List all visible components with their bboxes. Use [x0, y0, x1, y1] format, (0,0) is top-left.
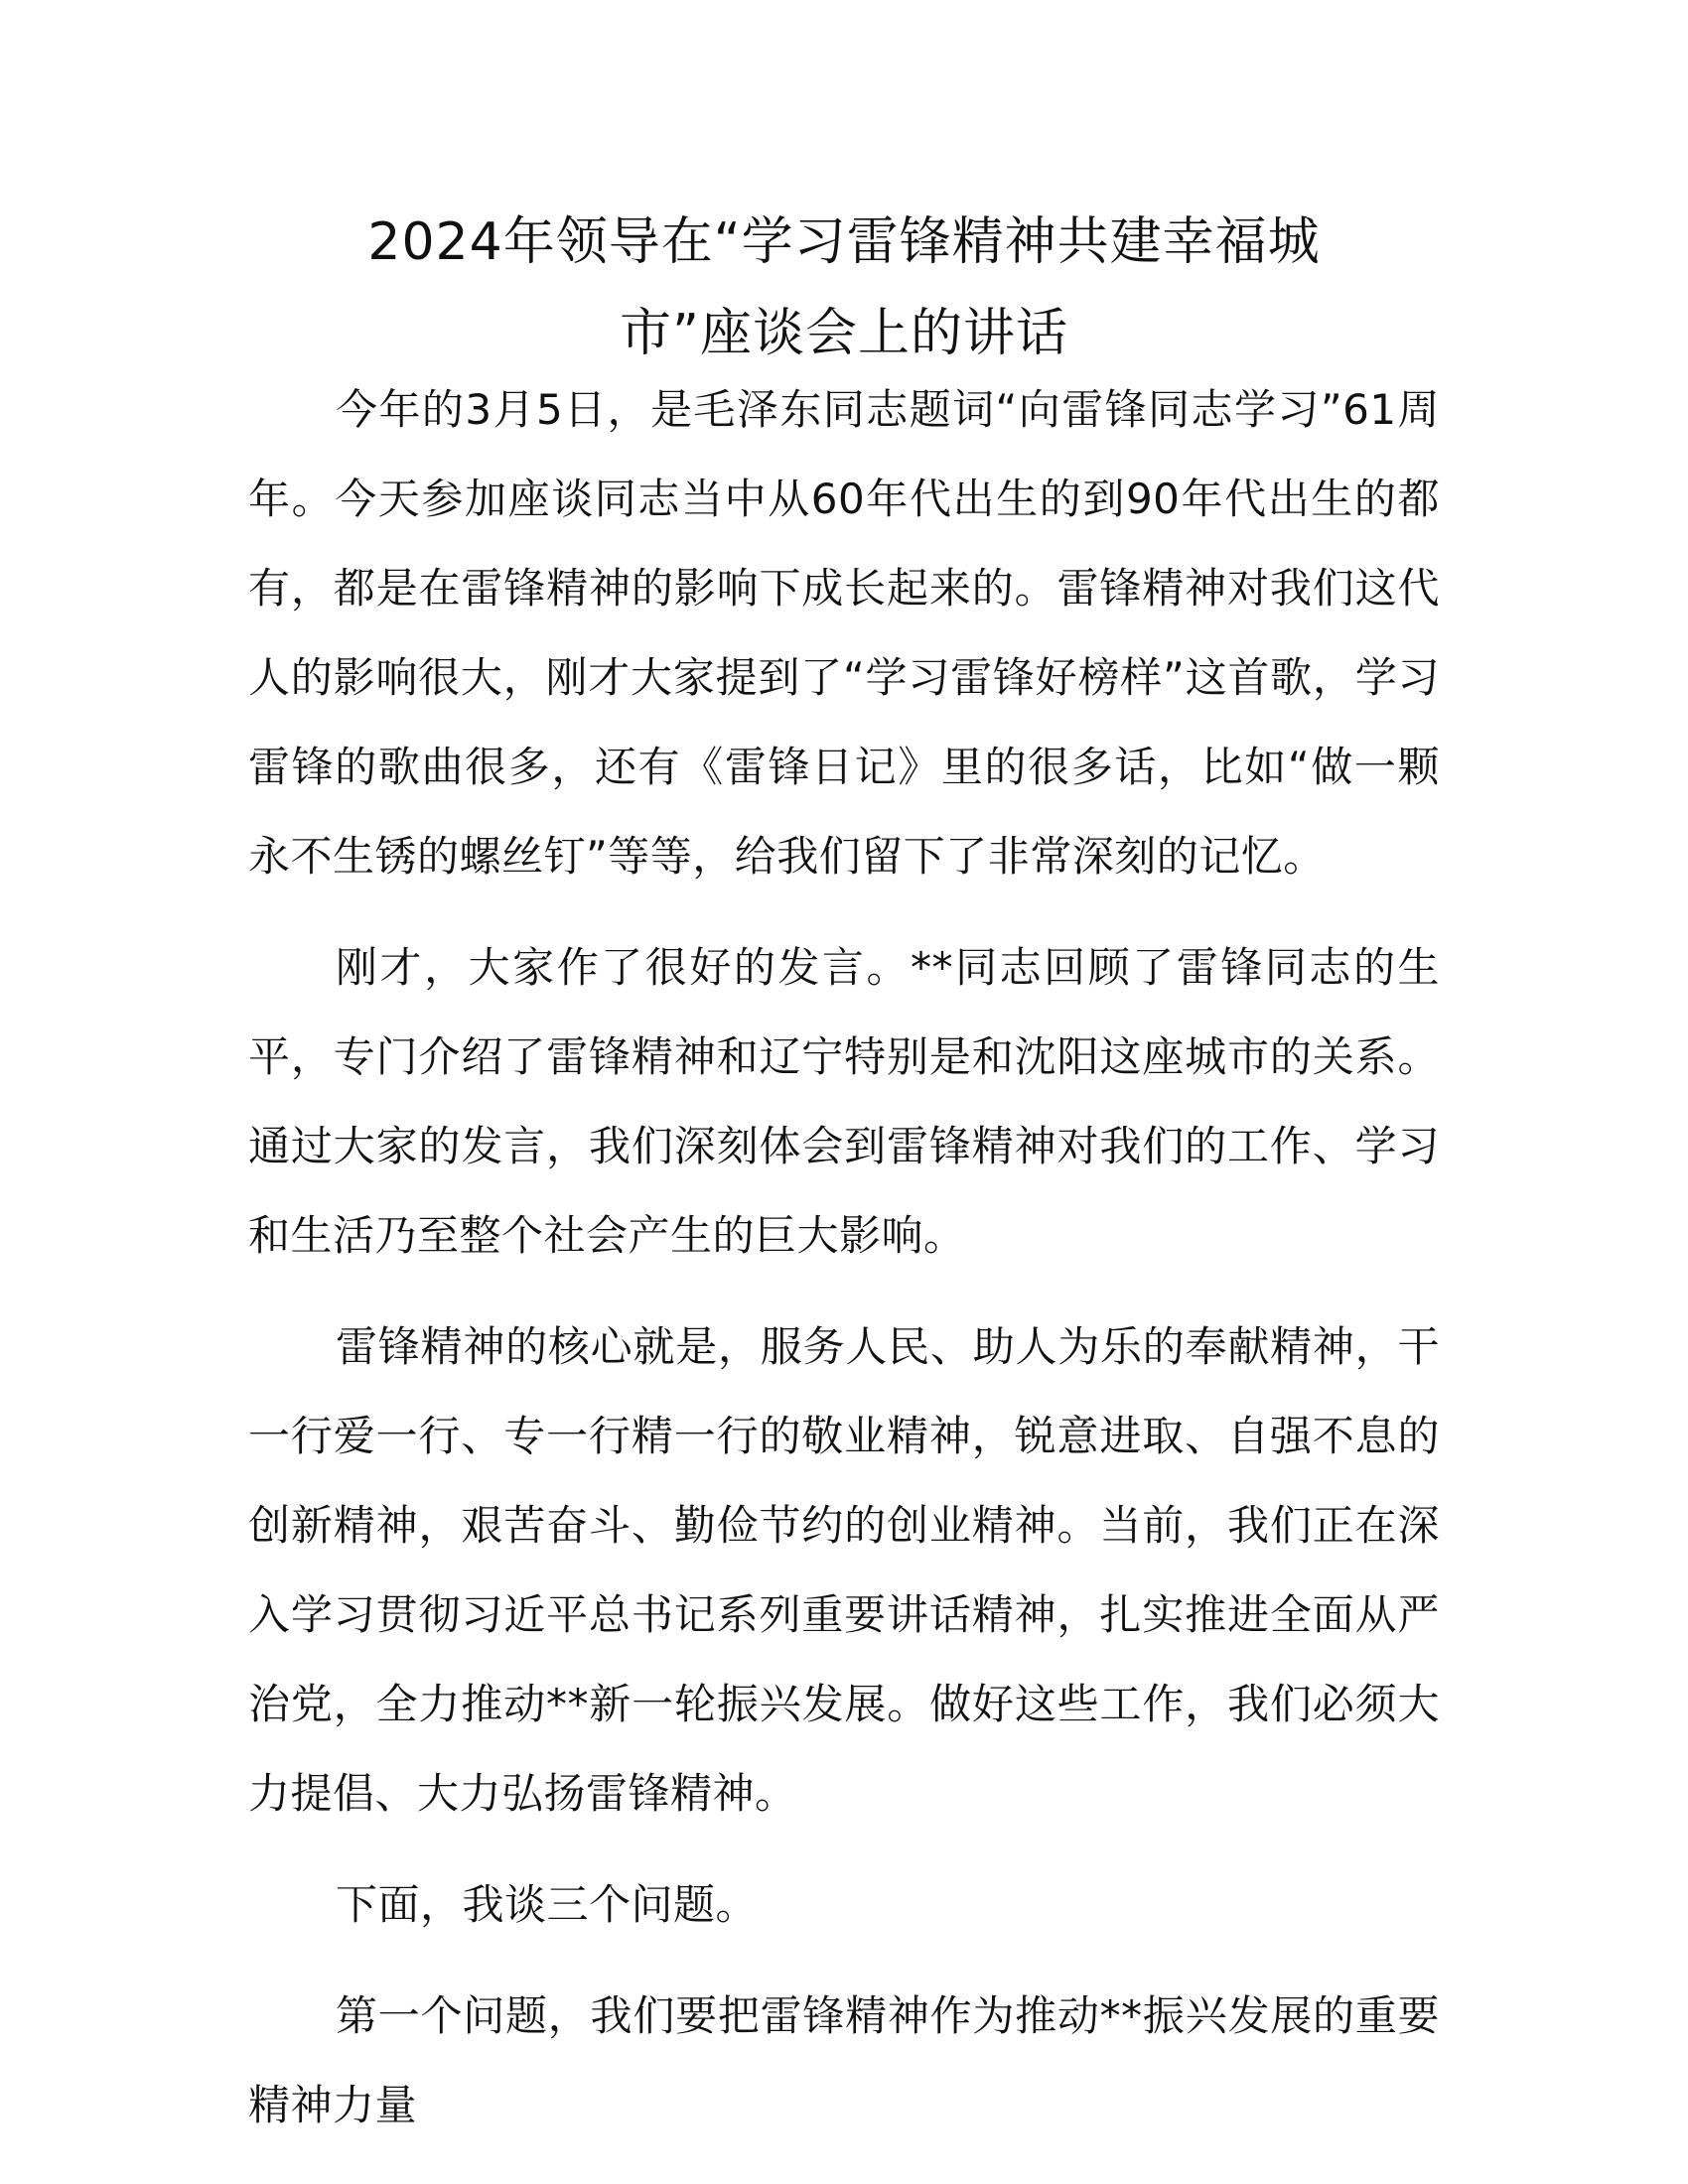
paragraph-2: 刚才，大家作了很好的发言。**同志回顾了雷锋同志的生平，专门介绍了雷锋精神和辽宁特别是和沈阳这座城市的关系。通过大家的发言，我们深刻体会到雷锋精神对我们的工作、学习和生活乃至整个社会产生的巨大影响。 [248, 943, 1440, 1260]
title-line-1: 2024年领导在“学习雷锋精神共建幸福城 [367, 212, 1321, 272]
title-line-2: 市”座谈会上的讲话 [620, 304, 1068, 363]
paragraph-1: 今年的3月5日，是毛泽东同志题词“向雷锋同志学习”61周年。今天参加座谈同志当中从60年代出生的到90年代出生的都有，都是在雷锋精神的影响下成长起来的。雷锋精神对我们这代人的影响很大，刚才大家提到了“学习雷锋好榜样”这首歌，学习雷锋的歌曲很多，还有《雷锋日记》里的很多话，比如“做一颗永不生锈的螺丝钉”等等，给我们留下了非常深刻的记忆。 [248, 385, 1440, 881]
paragraph-4: 下面，我谈三个问题。 [336, 1880, 759, 1929]
paragraph-3: 雷锋精神的核心就是，服务人民、助人为乐的奉献精神，干一行爱一行、专一行精一行的敬业精神，锐意进取、自强不息的创新精神，艰苦奋斗、勤俭节约的创业精神。当前，我们正在深入学习贯彻习近平总书记系列重要讲话精神，扎实推进全面从严治党，全力推动**新一轮振兴发展。做好这些工作，我们必须大力提倡、大力弘扬雷锋精神。 [248, 1322, 1440, 1818]
paragraph-5: 第一个问题，我们要把雷锋精神作为推动**振兴发展的重要精神力量 [248, 1991, 1440, 2129]
document-title [248, 197, 1440, 379]
document-body [248, 365, 1440, 2172]
